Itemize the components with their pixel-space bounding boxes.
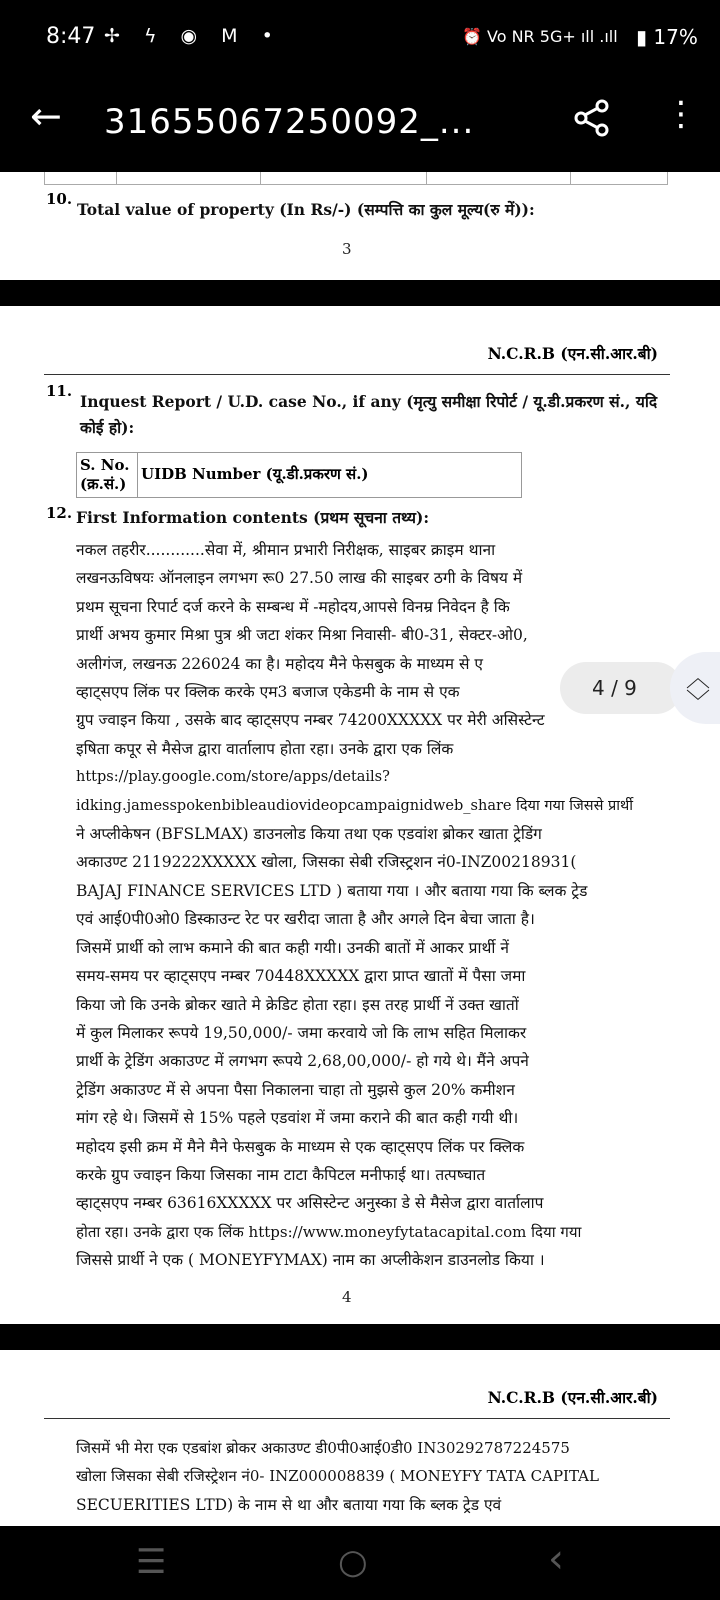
fir-contents-continued [76,1434,658,1519]
pdf-page-3 [0,172,720,280]
page-separator [0,1324,720,1350]
fir-line: प्रथम सूचना रिपार्ट दर्ज करने के सम्बन्ध में -महोदय,आपसे विनम्र निवेदन है कि [76,597,510,616]
fir-line: जिससे प्रार्थी ने एक ( MONEYFYMAX) नाम का अप्लीकेशन डाउनलोड किया । [76,1251,545,1270]
fir-line: BAJAJ FINANCE SERVICES LTD ) बताया गया । और बताया गया कि ब्लक ट्रेड [76,881,588,900]
nav-back-icon[interactable]: ‹ [548,1536,564,1582]
header-divider [44,1418,670,1419]
fir-line: एवं आई0पी0ओ0 डिस्काउन्ट रेट पर खरीदा जाता है और अगले दिन बेचा जाता है। [76,910,535,929]
table-header-sno-hi: (क्र.सं.) [80,475,127,493]
pdf-page-5 [0,1350,720,1526]
app-bar [0,80,720,172]
fir-line: व्हाट्सएप लिंक पर क्लिक करके एम3 बजाज एकेडमी के नाम से एक [76,683,460,702]
share-icon[interactable] [572,98,612,138]
fir-line: अलीगंज, लखनऊ 226024 का है। महोदय मैने फेसबुक के माध्यम से ए [76,654,483,673]
back-arrow-icon[interactable]: ← [30,94,62,138]
chevron-up-icon: ︿ [686,664,710,692]
fir-line: ग्रुप ज्वाइन किया , उसके बाद व्हाट्सएप नम्बर 74200XXXXX पर मेरी असिस्टेन्ट [76,711,545,730]
fir-line: व्हाट्सएप नम्बर 63616XXXXX पर असिस्टेन्ट अनुस्का डे से मैसेज द्वारा वार्तालाप [76,1194,544,1213]
status-bar [0,0,720,80]
fir-line: प्रार्थी अभय कुमार मिश्रा पुत्र श्री जटा शंकर मिश्रा निवासी- बी0-31, सेक्टर-ओ0, [76,626,528,645]
fir-line: अकाउण्ट 2119222XXXXX खोला, जिसका सेबी रजिस्ट्रशन नं0-INZ00218931( [76,853,577,872]
table-header-uidb-text: UIDB Number (यू.डी.प्रकरण सं.) [141,465,369,483]
fir-line: लखनऊविषयः ऑनलाइन लगभग रू0 27.50 लाख की साइबर ठगी के विषय में [76,569,523,588]
pdf-page-4 [0,306,720,1324]
table-row [77,453,522,498]
chevron-down-icon: ﹀ [686,688,710,716]
fir-line: जिसमें प्रार्थी को लाभ कमाने की बात कही गयी। उनकी बातों में आकर प्रार्थी नें [76,938,509,957]
page-indicator-text: 4 / 9 [592,676,637,700]
page-number: 4 [342,1288,352,1306]
uidb-table [76,452,522,498]
fir-line: इषिता कपूर से मैसेज द्वारा वार्तालाप होता रहा। उनके द्वारा एक लिंक [76,739,454,758]
fir-line: ट्रेडिंग अकाउण्ट में से अपना पैसा निकालना चाहा तो मुझसे कुल 20% कमीशन [76,1080,515,1099]
recents-icon[interactable]: ☰ [136,1542,167,1582]
fir-line: में कुल मिलाकर रूपये 19,50,000/- जमा करवाये जो कि लाभ सहित मिलाकर [76,1023,527,1042]
item-11-heading-cont: कोई हो): [80,418,135,437]
fir-line: idking.jamesspokenbibleaudiovideopcampaignidweb_share दिया गया जिससे प्रार्थी [76,797,634,814]
fir-line: नकल तहरीर............सेवा में, श्रीमान प्रभारी निरीक्षक, साइबर क्राइम थाना [76,541,496,559]
page-header: N.C.R.B (एन.सी.आर.बी) [487,344,658,363]
fir-line: जिसमें भी मेरा एक एडबांश ब्रोकर अकाउण्ट डी0पी0आई0डी0 IN30292787224575 [76,1439,570,1457]
table-header-uidb [138,453,522,498]
fir-line: करके ग्रुप ज्वाइन किया जिसका नाम टाटा कैपिटल मनीफाई था। तत्पष्चात [76,1165,486,1184]
fir-line: प्रार्थी के ट्रेडिंग अकाउण्ट में लगभग रूपये 2,68,00,000/- हो गये थे। मैंने अपने [76,1052,529,1071]
fir-line: समय-समय पर व्हाट्सएप नम्बर 70448XXXXX द्वारा प्राप्त खातों में पैसा जमा [76,967,526,986]
page-number: 3 [342,240,352,258]
notification-icons: ✢ ϟ ◉ M • [104,25,282,47]
table-bottom-edge [0,172,720,184]
system-nav-bar [0,1526,720,1600]
item-10-heading: Total value of property (In Rs/-) (सम्पत्ति का कुल मूल्य(रु में)): [77,200,535,219]
header-divider [44,374,670,375]
item-11-number: 11. [46,382,73,400]
fir-line: https://play.google.com/store/apps/details? [76,769,390,786]
fir-line: मांग रहे थे। जिसमें से 15% पहले एडवांश में जमा कराने की बात कही गयी थी। [76,1109,519,1128]
fir-line: ने अप्लीकेषन (BFSLMAX) डाउनलोड किया तथा एक एडवांश ब्रोकर खाता ट्रेडिंग [76,825,542,844]
signal-icons: ⏰ Vo NR 5G+ ıll .ıll [462,27,618,46]
item-12-number: 12. [46,504,73,522]
status-time: 8:47 [46,24,96,49]
document-title: 31655067250092_... [104,102,475,142]
fir-line: किया जो कि उनके ब्रोकर खाते मे क्रेडिट होता रहा। इस तरह प्रार्थी नें उक्त खातों [76,995,519,1014]
item-12-heading: First Information contents (प्रथम सूचना तथ्य): [76,508,430,527]
item-10-number: 10. [46,190,73,208]
table-header-sno [77,453,138,498]
page-header: N.C.R.B (एन.सी.आर.बी) [487,1388,658,1407]
table-header-sno-en: S. No. [80,456,130,474]
fir-line: खोला जिसका सेबी रजिस्ट्रेशन नं0- INZ000008839 ( MONEYFY TATA CAPITAL [76,1467,599,1486]
battery-icon: ▮ 17% [636,25,698,49]
fir-contents [76,536,658,1275]
fir-line: होता रहा। उनके द्वारा एक लिंक https://www.moneyfytatacapital.com दिया गया [76,1222,582,1241]
page-separator [0,280,720,306]
fir-line: महोदय इसी क्रम में मैने मैने फेसबुक के माध्यम से एक व्हाट्सएप लिंक पर क्लिक [76,1137,525,1156]
item-11-heading: Inquest Report / U.D. case No., if any (मृत्यु समीक्षा रिपोर्ट / यू.डी.प्रकरण सं., यदि [80,392,658,411]
home-icon[interactable]: ○ [338,1542,368,1582]
fir-line: SECUERITIES LTD) के नाम से था और बताया गया कि ब्लक ट्रेड एवं [76,1495,502,1514]
more-options-icon[interactable]: ⋮ [664,94,698,134]
page-indicator [560,662,682,714]
